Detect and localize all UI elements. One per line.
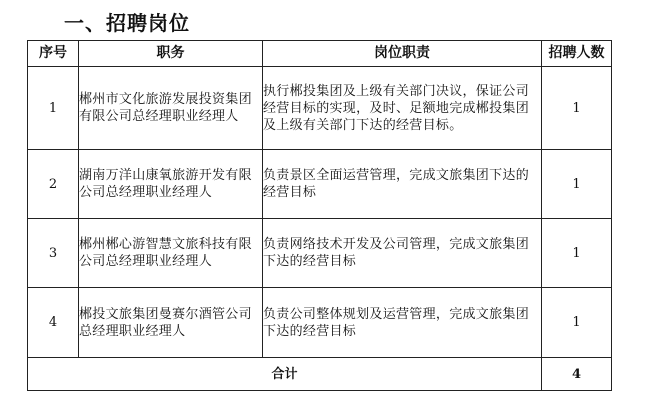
table-row	[28, 288, 612, 358]
row-count: 1	[542, 150, 612, 219]
row-index: 4	[28, 288, 79, 358]
header-count: 招聘人数	[542, 41, 612, 67]
row-index: 1	[28, 67, 79, 150]
row-position: 郴州市文化旅游发展投资集团有限公司总经理职业经理人	[79, 67, 263, 150]
row-duties: 执行郴投集团及上级有关部门决议，保证公司经营目标的实现，及时、足额地完成郴投集团及上级有关部门下达的经营目标。	[263, 67, 542, 150]
table-header-row	[28, 41, 612, 67]
recruitment-table	[27, 40, 612, 391]
header-index: 序号	[28, 41, 79, 67]
table-row	[28, 67, 612, 150]
section-heading: 一、招聘岗位	[64, 11, 190, 35]
row-position: 湖南万洋山康氧旅游开发有限公司总经理职业经理人	[79, 150, 263, 219]
row-count: 1	[542, 67, 612, 150]
total-row	[28, 358, 612, 391]
header-position: 职务	[79, 41, 263, 67]
row-duties: 负责景区全面运营管理，完成文旅集团下达的经营目标	[263, 150, 542, 219]
row-index: 2	[28, 150, 79, 219]
row-duties: 负责网络技术开发及公司管理，完成文旅集团下达的经营目标	[263, 219, 542, 288]
row-index: 3	[28, 219, 79, 288]
row-position: 郴投文旅集团曼赛尔酒管公司总经理职业经理人	[79, 288, 263, 358]
table-row	[28, 219, 612, 288]
header-duties: 岗位职责	[263, 41, 542, 67]
row-position: 郴州郴心游智慧文旅科技有限公司总经理职业经理人	[79, 219, 263, 288]
row-count: 1	[542, 288, 612, 358]
row-count: 1	[542, 219, 612, 288]
table-row	[28, 150, 612, 219]
total-value: 4	[542, 358, 612, 391]
row-duties: 负责公司整体规划及运营管理，完成文旅集团下达的经营目标	[263, 288, 542, 358]
total-label: 合计	[28, 358, 542, 391]
